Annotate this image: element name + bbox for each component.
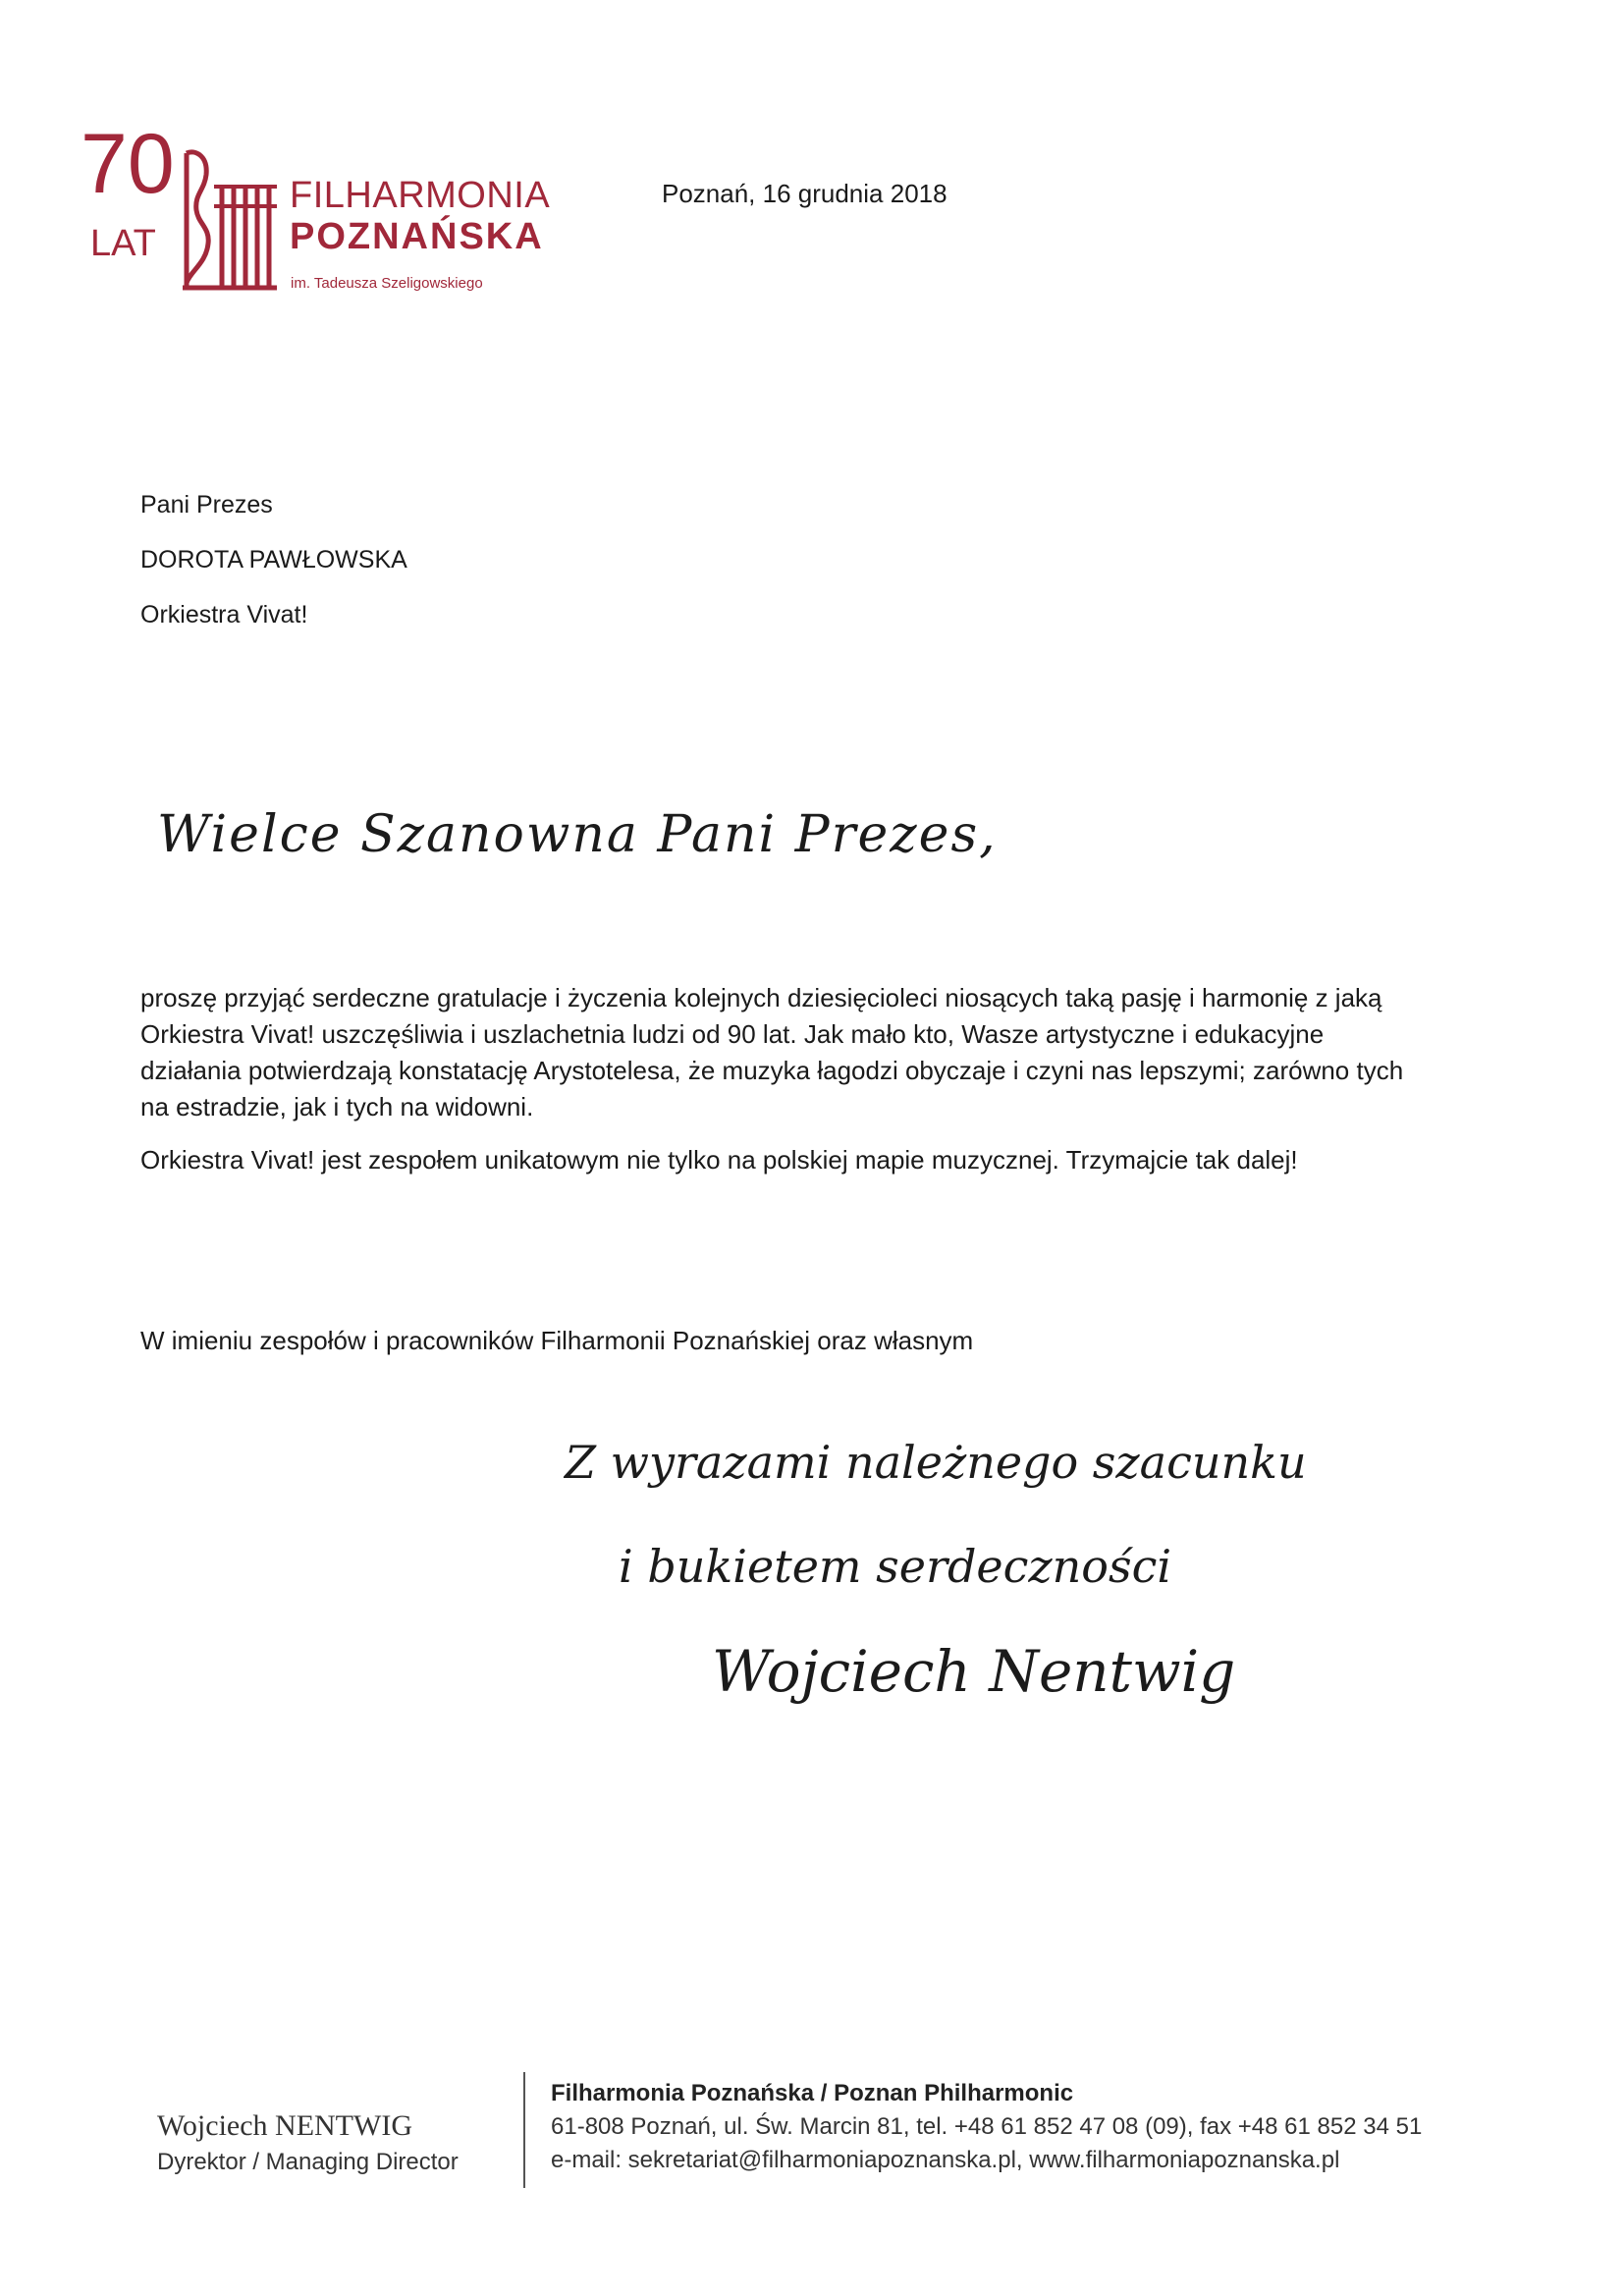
brand-subtitle: im. Tadeusza Szeligowskiego: [291, 275, 483, 292]
addressee-title: Pani Prezes: [140, 491, 273, 519]
brand-name-line1: FILHARMONIA: [290, 175, 551, 216]
footer-organization: Filharmonia Poznańska / Poznan Philharmonic: [551, 2080, 1074, 2106]
footer-director-role: Dyrektor / Managing Director: [157, 2149, 459, 2175]
letter-date: Poznań, 16 grudnia 2018: [662, 179, 947, 208]
addressee-block: [140, 488, 407, 653]
body-paragraph-2: Orkiestra Vivat! jest zespołem unikatowym nie tylko na polskiej mapie muzycznej. Trzymajcie tak dalej!: [140, 1145, 1298, 1175]
handwritten-closing-2: i bukietem serdeczności: [619, 1540, 1172, 1593]
brand-name-line2: POZNAŃSKA: [290, 216, 544, 257]
filharmonia-logo: [77, 126, 551, 312]
anniversary-word: LAT: [90, 223, 156, 264]
body-paragraph-1: proszę przyjąć serdeczne gratulacje i życzenia kolejnych dziesięcioleci niosących taką pasję i harmonię z jaką Orkiestra Vivat! uszczęśliwia i uszlachetnia ludzi od 90 lat. Jak mało kto, Wasze artystyczne i edukacyjne działania potwierdzają konstatację Arystotelesa, że muzyka łagodzi obyczaje i czyni nas lepszymi; zarówno tych na estradzie, jak i tych na widowni.: [140, 983, 1404, 1121]
anniversary-number: 70: [81, 126, 175, 211]
footer-director-name: Wojciech NENTWIG: [157, 2109, 412, 2142]
footer-address: 61-808 Poznań, ul. Św. Marcin 81, tel. +48 61 852 47 08 (09), fax +48 61 852 34 51: [551, 2113, 1423, 2140]
addressee-name: DOROTA PAWŁOWSKA: [140, 546, 407, 574]
violin-logo-icon: [77, 126, 288, 293]
letter-body: [140, 980, 1407, 1195]
addressee-organization: Orkiestra Vivat!: [140, 601, 308, 629]
handwritten-signature: Wojciech Nentwig: [712, 1638, 1236, 1705]
footer-divider: [523, 2072, 525, 2188]
closing-line: W imieniu zespołów i pracowników Filharmonii Poznańskiej oraz własnym: [140, 1326, 974, 1355]
footer-contact-web: e-mail: sekretariat@filharmoniapoznanska.pl, www.filharmoniapoznanska.pl: [551, 2147, 1340, 2173]
handwritten-salutation: Wielce Szanowna Pani Prezes,: [157, 805, 998, 864]
handwritten-closing-1: Z wyrazami należnego szacunku: [565, 1436, 1307, 1489]
